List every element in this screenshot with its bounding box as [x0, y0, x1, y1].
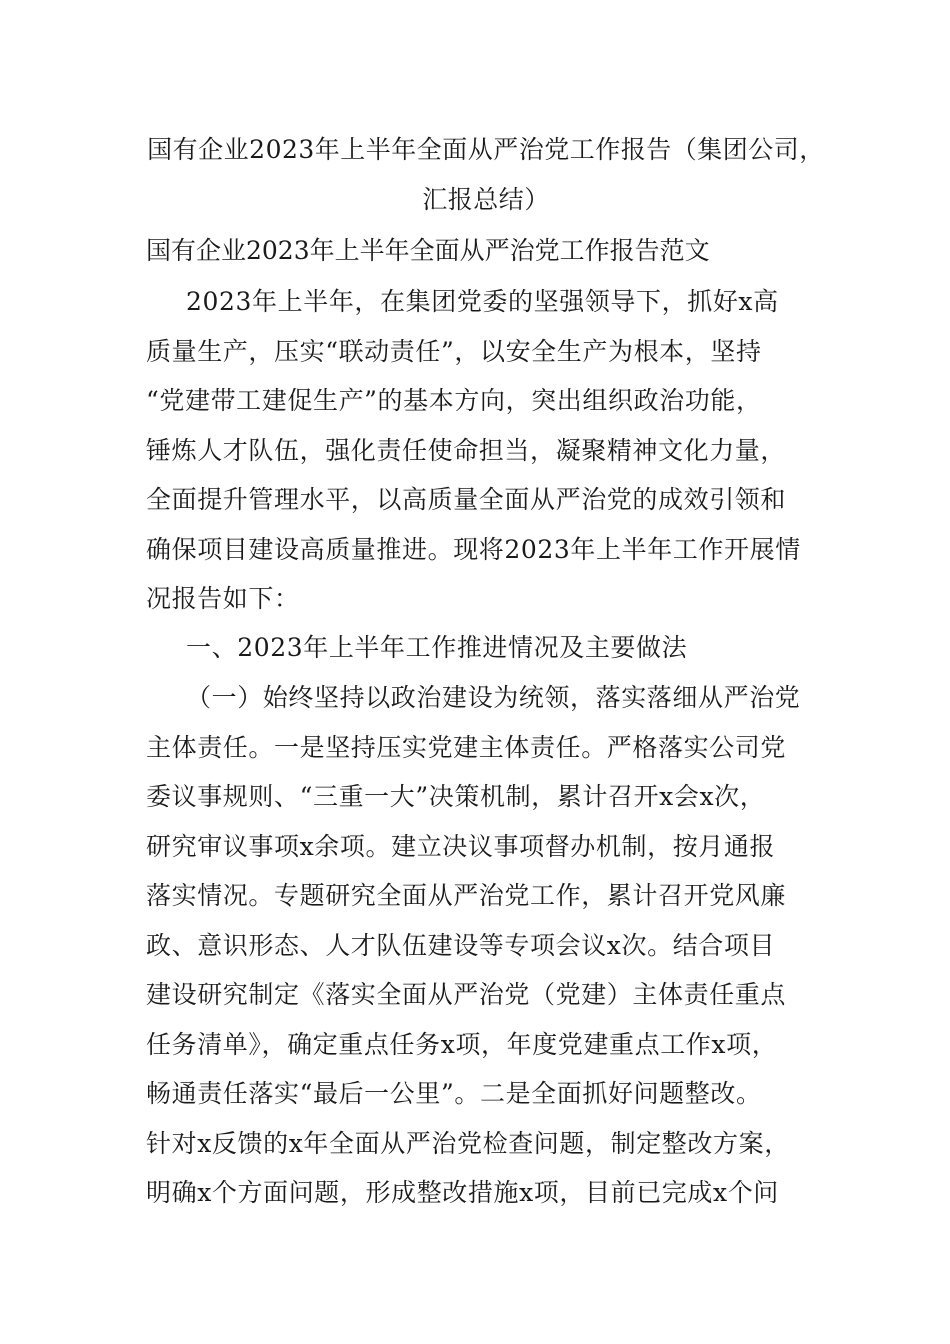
text-line: （一）始终坚持以政治建设为统领，落实落细从严治党: [186, 683, 801, 712]
paragraph-intro: [146, 277, 814, 624]
text-line: 委议事规则、“三重一大”决策机制，累计召开x会x次，: [146, 782, 766, 811]
paragraph-section-1: [146, 673, 814, 1218]
text-line: 落实情况。专题研究全面从严治党工作，累计召开党风廉: [146, 881, 787, 910]
text-line: 锤炼人才队伍，强化责任使命担当，凝聚精神文化力量，: [146, 435, 787, 465]
text-line: 研究审议事项x余项。建立决议事项督办机制，按月通报: [146, 831, 776, 861]
text-line: 确保项目建设高质量推进。现将2023年上半年工作开展情: [146, 534, 801, 564]
text-line: 针对x反馈的x年全面从严治党检查问题，制定整改方案，: [146, 1128, 790, 1158]
section-heading: [146, 623, 814, 673]
text-line: 一、2023年上半年工作推进情况及主要做法: [186, 633, 688, 662]
text-line: 况报告如下：: [146, 584, 300, 613]
text-line: 明确x个方面问题，形成整改措施x项，目前已完成x个问: [146, 1178, 779, 1207]
text-line: 政、意识形态、人才队伍建设等专项会议x次。结合项目: [146, 930, 776, 960]
document-subtitle: 国有企业2023年上半年全面从严治党工作报告范文: [146, 236, 710, 265]
text-line: 全面提升管理水平，以高质量全面从严治党的成效引领和: [146, 485, 787, 514]
text-line: “党建带工建促生产”的基本方向，突出组织政治功能，: [146, 386, 762, 415]
text-line: 质量生产，压实“联动责任”，以安全生产为根本，坚持: [146, 336, 762, 366]
text-line: 建设研究制定《落实全面从严治党（党建）主体责任重点: [146, 980, 787, 1009]
text-line: 畅通责任落实“最后一公里”。二是全面抓好问题整改。: [146, 1079, 762, 1108]
text-line: 2023年上半年，在集团党委的坚强领导下，抓好x高: [186, 287, 779, 316]
document-title: 国有企业2023年上半年全面从严治党工作报告（集团公司，汇报总结）: [147, 135, 825, 214]
text-line: 主体责任。一是坚持压实党建主体责任。严格落实公司党: [146, 732, 787, 762]
text-line: 任务清单》，确定重点任务x项，年度党建重点工作x项，: [146, 1029, 778, 1059]
